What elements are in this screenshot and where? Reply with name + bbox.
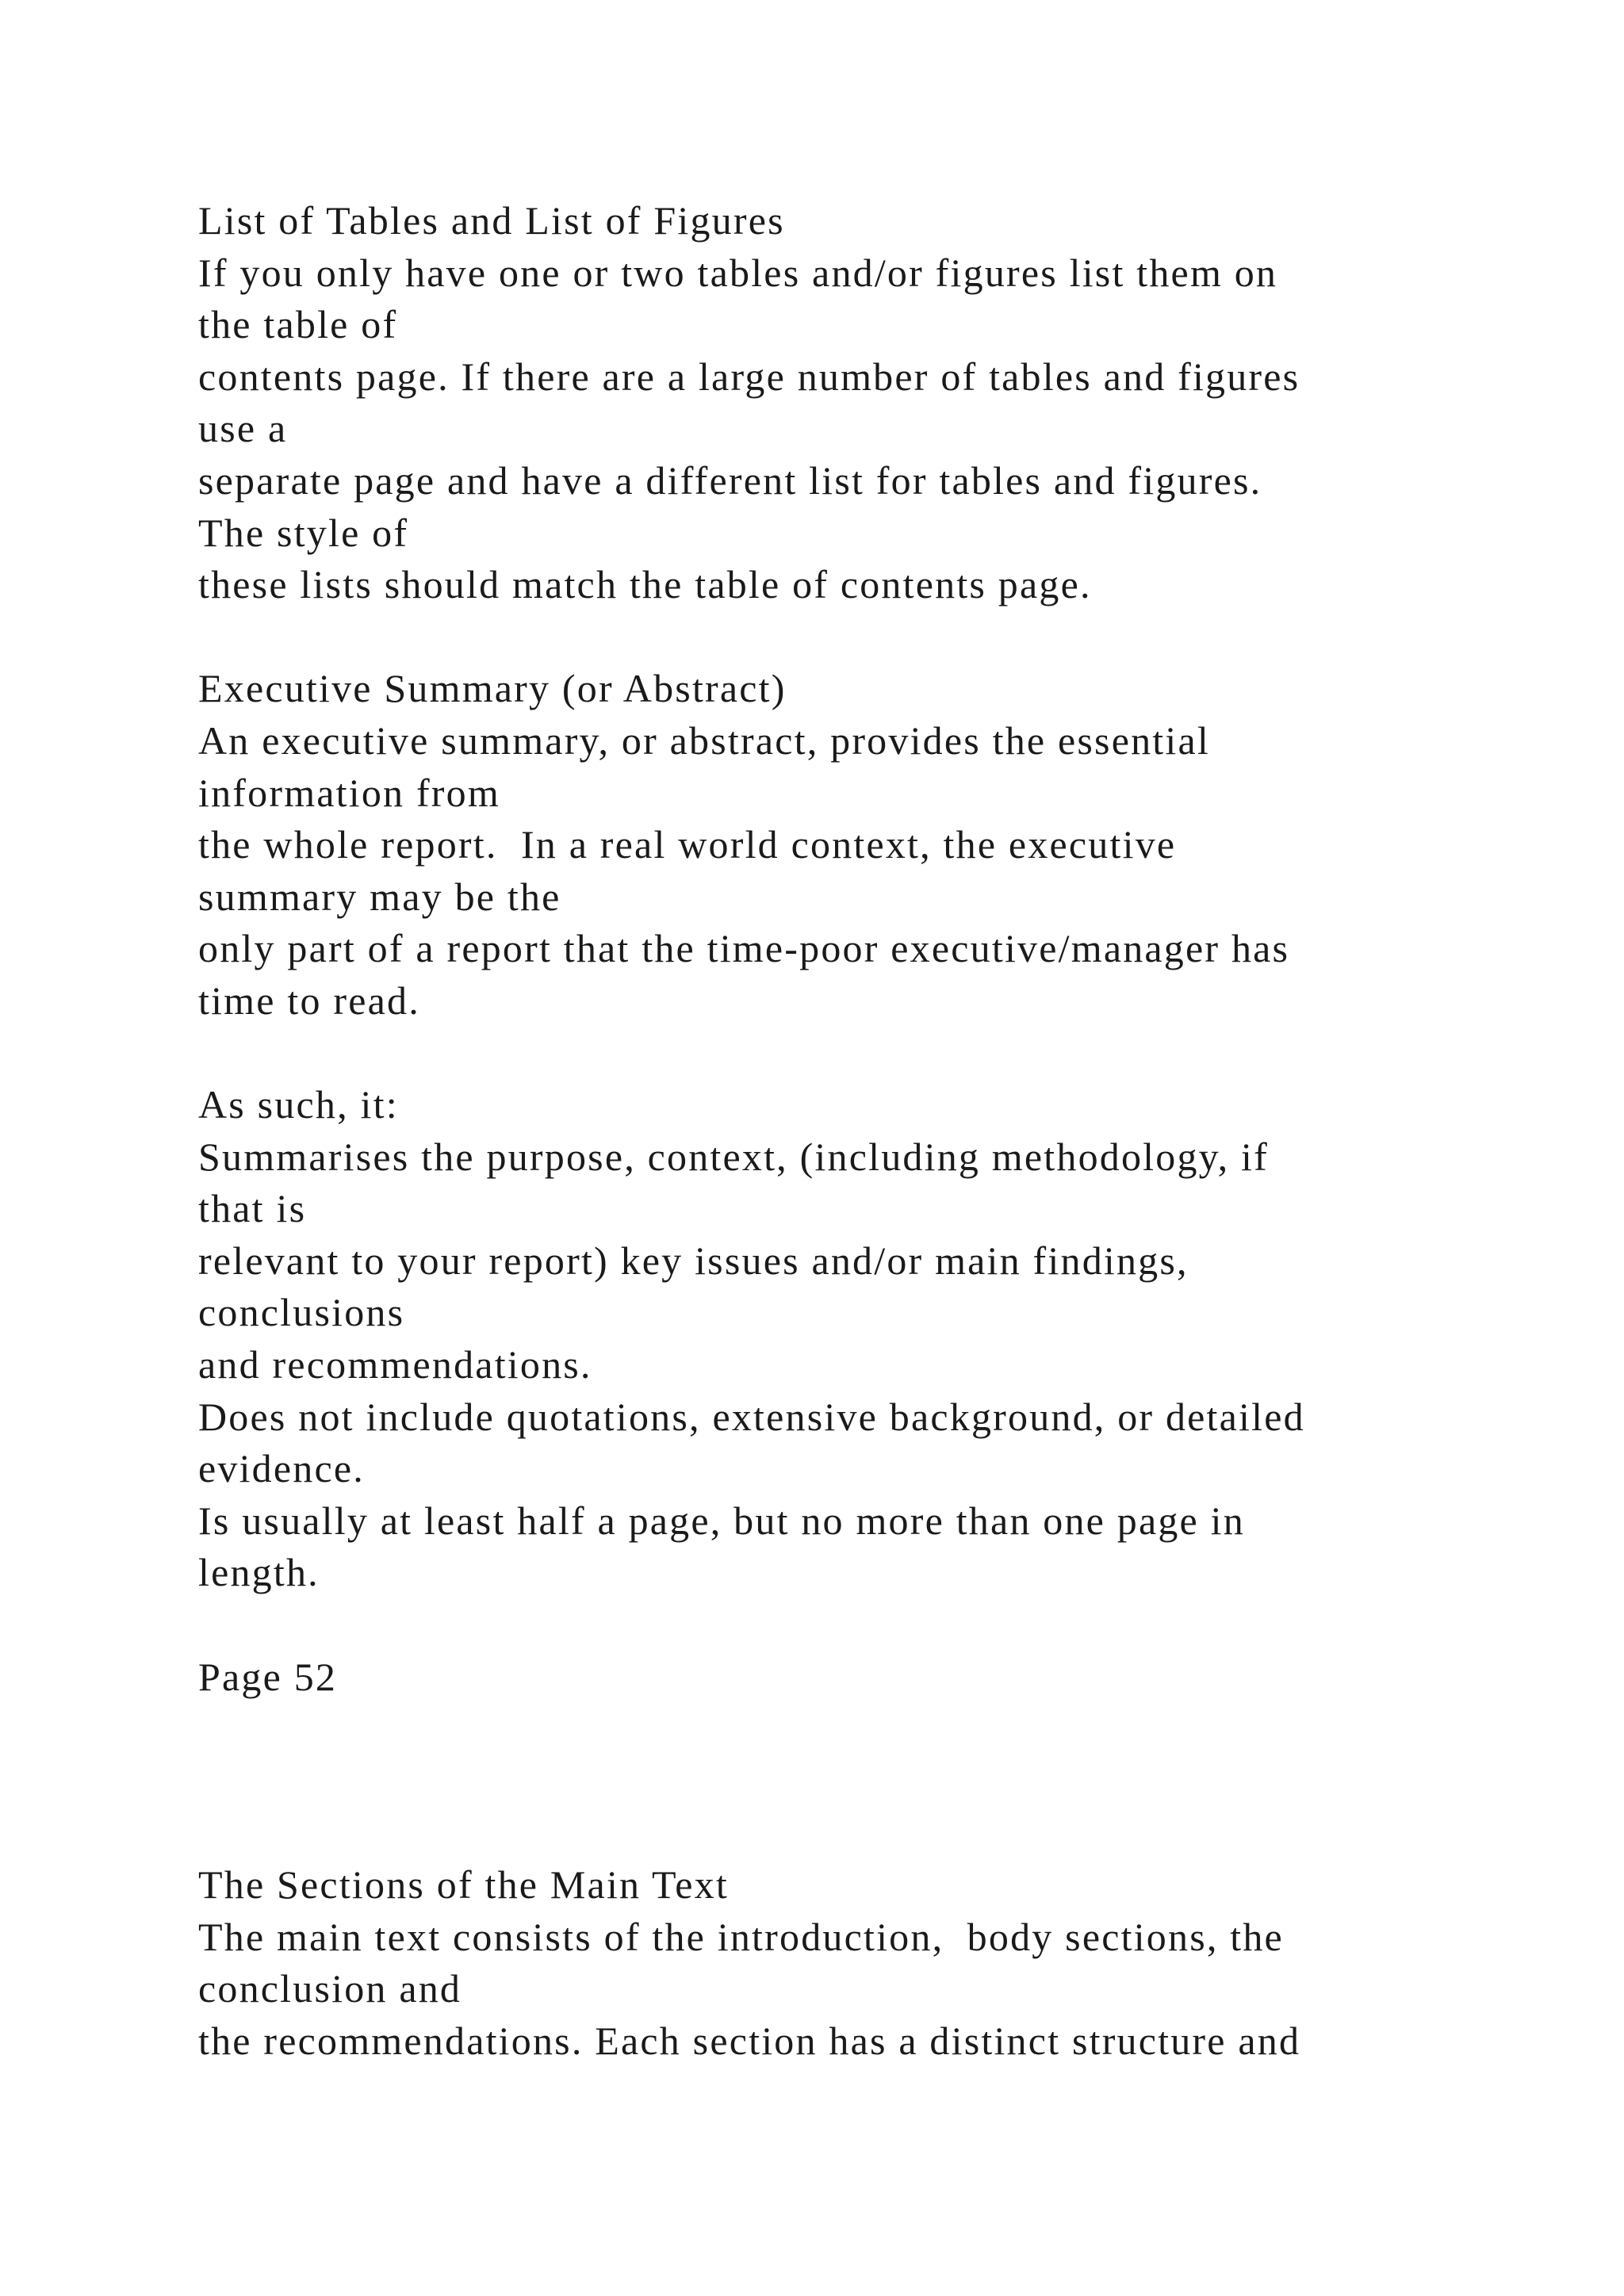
document-body bbox=[198, 195, 1546, 2067]
body-line: The main text consists of the introduction, body sections, the bbox=[198, 1914, 1284, 1959]
section-as-such-list bbox=[198, 1079, 1546, 1599]
body-line: As such, it: bbox=[198, 1082, 399, 1127]
body-line: only part of a report that the time-poor executive/manager has bbox=[198, 926, 1290, 971]
section-heading: List of Tables and List of Figures bbox=[198, 198, 785, 243]
body-line: separate page and have a different list for tables and figures. bbox=[198, 457, 1262, 503]
body-line: conclusions bbox=[198, 1290, 405, 1335]
body-line: summary may be the bbox=[198, 874, 561, 919]
body-line: these lists should match the table of contents page. bbox=[198, 562, 1092, 607]
body-line: and recommendations. bbox=[198, 1342, 592, 1387]
body-line: the recommendations. Each section has a distinct structure and bbox=[198, 2018, 1301, 2063]
body-line: An executive summary, or abstract, provides the essential bbox=[198, 718, 1210, 763]
body-line: that is bbox=[198, 1186, 307, 1231]
paragraph-spacer bbox=[198, 1027, 1546, 1080]
body-line: time to read. bbox=[198, 978, 420, 1023]
body-line: If you only have one or two tables and/or figures list them on bbox=[198, 250, 1278, 295]
section-list-of-tables-figures bbox=[198, 195, 1546, 611]
body-line: the whole report. In a real world context, the executive bbox=[198, 822, 1177, 867]
body-line: evidence. bbox=[198, 1446, 365, 1491]
paragraph-spacer bbox=[198, 611, 1546, 664]
body-line: the table of bbox=[198, 302, 398, 347]
body-line: The style of bbox=[198, 510, 409, 555]
section-heading: Executive Summary (or Abstract) bbox=[198, 666, 787, 711]
body-line: conclusion and bbox=[198, 1966, 462, 2011]
body-line: Does not include quotations, extensive background, or detailed bbox=[198, 1394, 1305, 1439]
paragraph-spacer bbox=[198, 1599, 1546, 1651]
body-line: Summarises the purpose, context, (including methodology, if bbox=[198, 1134, 1269, 1179]
body-line: length. bbox=[198, 1550, 320, 1595]
body-line: Is usually at least half a page, but no more than one page in bbox=[198, 1498, 1245, 1543]
page-number: Page 52 bbox=[198, 1654, 338, 1699]
section-heading: The Sections of the Main Text bbox=[198, 1862, 729, 1908]
section-executive-summary bbox=[198, 663, 1546, 1027]
page-number-block bbox=[198, 1651, 1546, 1704]
section-main-text bbox=[198, 1859, 1546, 2067]
body-line: information from bbox=[198, 770, 500, 815]
body-line: relevant to your report) key issues and/or main findings, bbox=[198, 1238, 1189, 1283]
body-line: contents page. If there are a large number of tables and figures bbox=[198, 354, 1300, 399]
body-line: use a bbox=[198, 406, 288, 451]
page-break-spacer bbox=[198, 1703, 1546, 1859]
